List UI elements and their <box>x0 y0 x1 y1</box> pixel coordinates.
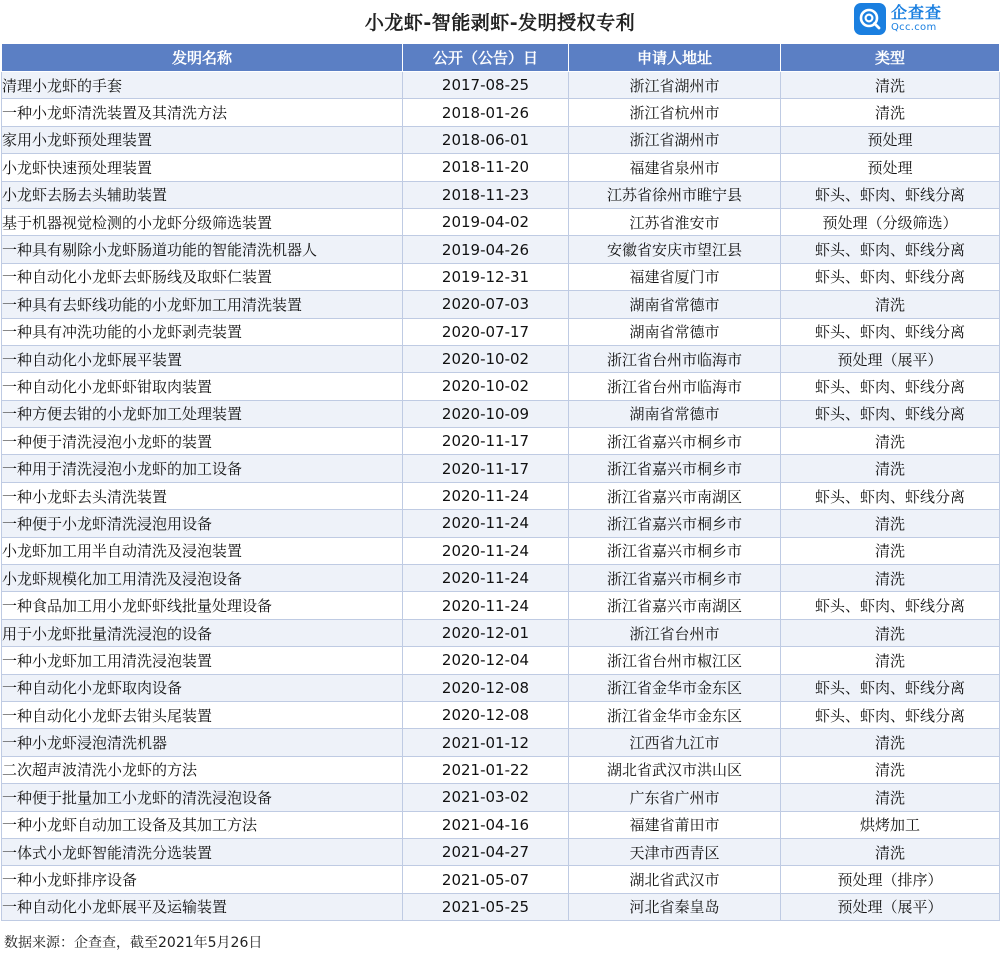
publication-date-cell: 2018-11-20 <box>403 154 569 181</box>
publication-date-cell: 2018-01-26 <box>403 99 569 126</box>
applicant-address-cell: 湖北省武汉市 <box>569 866 781 893</box>
publication-date-cell: 2020-12-04 <box>403 647 569 674</box>
table-row <box>2 729 1000 756</box>
applicant-address-cell: 浙江省台州市临海市 <box>569 345 781 372</box>
applicant-address-cell: 浙江省金华市金东区 <box>569 701 781 728</box>
applicant-address-cell: 福建省莆田市 <box>569 811 781 838</box>
type-cell: 清洗 <box>781 647 1000 674</box>
applicant-address-cell: 浙江省金华市金东区 <box>569 674 781 701</box>
type-cell: 预处理（展平） <box>781 893 1000 920</box>
publication-date-cell: 2021-04-16 <box>403 811 569 838</box>
applicant-address-cell: 湖北省武汉市洪山区 <box>569 756 781 783</box>
patent-name-cell: 一种自动化小龙虾展平装置 <box>2 345 403 372</box>
table-row <box>2 592 1000 619</box>
applicant-address-cell: 江苏省徐州市睢宁县 <box>569 181 781 208</box>
publication-date-cell: 2018-06-01 <box>403 126 569 153</box>
publication-date-cell: 2018-11-23 <box>403 181 569 208</box>
publication-date-cell: 2019-12-31 <box>403 263 569 290</box>
patent-name-cell: 小龙虾快速预处理装置 <box>2 154 403 181</box>
table-row <box>2 428 1000 455</box>
column-header-date: 公开（公告）日 <box>403 44 569 72</box>
table-row <box>2 784 1000 811</box>
logo-text <box>891 5 942 33</box>
qcc-logo <box>854 3 942 35</box>
table-row <box>2 510 1000 537</box>
table-row <box>2 811 1000 838</box>
table-row <box>2 756 1000 783</box>
table-row <box>2 838 1000 865</box>
patent-name-cell: 一种自动化小龙虾展平及运输装置 <box>2 893 403 920</box>
applicant-address-cell: 浙江省嘉兴市桐乡市 <box>569 510 781 537</box>
publication-date-cell: 2020-12-08 <box>403 701 569 728</box>
column-header-name: 发明名称 <box>2 44 403 72</box>
patent-name-cell: 小龙虾规模化加工用清洗及浸泡设备 <box>2 565 403 592</box>
applicant-address-cell: 浙江省嘉兴市桐乡市 <box>569 537 781 564</box>
qcc-logo-icon <box>854 3 886 35</box>
type-cell: 虾头、虾肉、虾线分离 <box>781 400 1000 427</box>
type-cell: 虾头、虾肉、虾线分离 <box>781 701 1000 728</box>
table-row <box>2 565 1000 592</box>
type-cell: 虾头、虾肉、虾线分离 <box>781 373 1000 400</box>
table-row <box>2 647 1000 674</box>
publication-date-cell: 2020-12-01 <box>403 619 569 646</box>
applicant-address-cell: 河北省秦皇岛 <box>569 893 781 920</box>
type-cell: 虾头、虾肉、虾线分离 <box>781 318 1000 345</box>
table-row <box>2 701 1000 728</box>
table-row <box>2 181 1000 208</box>
applicant-address-cell: 福建省厦门市 <box>569 263 781 290</box>
table-row <box>2 154 1000 181</box>
type-cell: 清洗 <box>781 784 1000 811</box>
publication-date-cell: 2020-11-24 <box>403 510 569 537</box>
applicant-address-cell: 浙江省嘉兴市南湖区 <box>569 592 781 619</box>
table-row <box>2 72 1000 99</box>
patent-name-cell: 一种食品加工用小龙虾虾线批量处理设备 <box>2 592 403 619</box>
patent-name-cell: 一种自动化小龙虾去虾肠线及取虾仁装置 <box>2 263 403 290</box>
table-row <box>2 318 1000 345</box>
type-cell: 清洗 <box>781 72 1000 99</box>
applicant-address-cell: 湖南省常德市 <box>569 400 781 427</box>
table-row <box>2 455 1000 482</box>
table-row <box>2 263 1000 290</box>
patent-name-cell: 一种具有剔除小龙虾肠道功能的智能清洗机器人 <box>2 236 403 263</box>
table-row <box>2 345 1000 372</box>
publication-date-cell: 2021-05-25 <box>403 893 569 920</box>
table-header-row <box>2 44 1000 72</box>
applicant-address-cell: 江苏省淮安市 <box>569 208 781 235</box>
logo-domain: Qcc.com <box>890 22 937 33</box>
type-cell: 清洗 <box>781 565 1000 592</box>
applicant-address-cell: 天津市西青区 <box>569 838 781 865</box>
type-cell: 清洗 <box>781 756 1000 783</box>
table-row <box>2 208 1000 235</box>
patent-name-cell: 小龙虾去肠去头辅助装置 <box>2 181 403 208</box>
patent-name-cell: 一种自动化小龙虾去钳头尾装置 <box>2 701 403 728</box>
table-row <box>2 126 1000 153</box>
type-cell: 清洗 <box>781 729 1000 756</box>
patent-name-cell: 基于机器视觉检测的小龙虾分级筛选装置 <box>2 208 403 235</box>
publication-date-cell: 2020-11-17 <box>403 455 569 482</box>
table-row <box>2 400 1000 427</box>
table-row <box>2 373 1000 400</box>
patent-name-cell: 一种便于小龙虾清洗浸泡用设备 <box>2 510 403 537</box>
publication-date-cell: 2020-10-02 <box>403 345 569 372</box>
type-cell: 清洗 <box>781 619 1000 646</box>
patent-name-cell: 一种小龙虾去头清洗装置 <box>2 482 403 509</box>
applicant-address-cell: 浙江省嘉兴市南湖区 <box>569 482 781 509</box>
applicant-address-cell: 江西省九江市 <box>569 729 781 756</box>
publication-date-cell: 2020-07-17 <box>403 318 569 345</box>
patent-name-cell: 一种小龙虾自动加工设备及其加工方法 <box>2 811 403 838</box>
applicant-address-cell: 浙江省台州市临海市 <box>569 373 781 400</box>
publication-date-cell: 2019-04-26 <box>403 236 569 263</box>
publication-date-cell: 2021-03-02 <box>403 784 569 811</box>
patent-name-cell: 一种小龙虾清洗装置及其清洗方法 <box>2 99 403 126</box>
publication-date-cell: 2020-11-24 <box>403 482 569 509</box>
patent-name-cell: 一种具有冲洗功能的小龙虾剥壳装置 <box>2 318 403 345</box>
patent-name-cell: 家用小龙虾预处理装置 <box>2 126 403 153</box>
applicant-address-cell: 浙江省嘉兴市桐乡市 <box>569 565 781 592</box>
type-cell: 清洗 <box>781 428 1000 455</box>
type-cell: 预处理（展平） <box>781 345 1000 372</box>
publication-date-cell: 2021-04-27 <box>403 838 569 865</box>
table-row <box>2 291 1000 318</box>
publication-date-cell: 2020-11-24 <box>403 537 569 564</box>
patent-name-cell: 一种便于批量加工小龙虾的清洗浸泡设备 <box>2 784 403 811</box>
publication-date-cell: 2020-11-24 <box>403 592 569 619</box>
patent-name-cell: 一种方便去钳的小龙虾加工处理装置 <box>2 400 403 427</box>
type-cell: 预处理 <box>781 126 1000 153</box>
type-cell: 烘烤加工 <box>781 811 1000 838</box>
applicant-address-cell: 湖南省常德市 <box>569 318 781 345</box>
patent-name-cell: 一种具有去虾线功能的小龙虾加工用清洗装置 <box>2 291 403 318</box>
applicant-address-cell: 浙江省台州市椒江区 <box>569 647 781 674</box>
patent-name-cell: 用于小龙虾批量清洗浸泡的设备 <box>2 619 403 646</box>
applicant-address-cell: 湖南省常德市 <box>569 291 781 318</box>
table-row <box>2 99 1000 126</box>
patent-table <box>1 43 1000 921</box>
column-header-address: 申请人地址 <box>569 44 781 72</box>
patent-name-cell: 二次超声波清洗小龙虾的方法 <box>2 756 403 783</box>
patent-name-cell: 一种小龙虾排序设备 <box>2 866 403 893</box>
patent-name-cell: 小龙虾加工用半自动清洗及浸泡装置 <box>2 537 403 564</box>
type-cell: 虾头、虾肉、虾线分离 <box>781 236 1000 263</box>
table-body <box>2 72 1000 921</box>
logo-name: 企查查 <box>890 3 942 22</box>
applicant-address-cell: 广东省广州市 <box>569 784 781 811</box>
publication-date-cell: 2021-01-22 <box>403 756 569 783</box>
applicant-address-cell: 安徽省安庆市望江县 <box>569 236 781 263</box>
type-cell: 虾头、虾肉、虾线分离 <box>781 482 1000 509</box>
column-header-type: 类型 <box>781 44 1000 72</box>
type-cell: 清洗 <box>781 455 1000 482</box>
publication-date-cell: 2020-10-02 <box>403 373 569 400</box>
table-row <box>2 893 1000 920</box>
header <box>0 0 1000 43</box>
table-row <box>2 482 1000 509</box>
patent-name-cell: 一种便于清洗浸泡小龙虾的装置 <box>2 428 403 455</box>
type-cell: 清洗 <box>781 537 1000 564</box>
publication-date-cell: 2021-01-12 <box>403 729 569 756</box>
patent-name-cell: 一种小龙虾加工用清洗浸泡装置 <box>2 647 403 674</box>
publication-date-cell: 2020-11-17 <box>403 428 569 455</box>
patent-name-cell: 一种小龙虾浸泡清洗机器 <box>2 729 403 756</box>
publication-date-cell: 2021-05-07 <box>403 866 569 893</box>
patent-name-cell: 清理小龙虾的手套 <box>2 72 403 99</box>
type-cell: 虾头、虾肉、虾线分离 <box>781 263 1000 290</box>
type-cell: 预处理 <box>781 154 1000 181</box>
data-source-note: 数据来源：企查查，截至2021年5月26日 <box>4 935 263 951</box>
publication-date-cell: 2017-08-25 <box>403 72 569 99</box>
table-row <box>2 619 1000 646</box>
type-cell: 清洗 <box>781 291 1000 318</box>
patent-name-cell: 一种用于清洗浸泡小龙虾的加工设备 <box>2 455 403 482</box>
applicant-address-cell: 浙江省杭州市 <box>569 99 781 126</box>
table-row <box>2 236 1000 263</box>
table-row <box>2 674 1000 701</box>
type-cell: 清洗 <box>781 838 1000 865</box>
publication-date-cell: 2020-12-08 <box>403 674 569 701</box>
table-row <box>2 537 1000 564</box>
applicant-address-cell: 浙江省湖州市 <box>569 126 781 153</box>
publication-date-cell: 2019-04-02 <box>403 208 569 235</box>
type-cell: 清洗 <box>781 99 1000 126</box>
applicant-address-cell: 浙江省嘉兴市桐乡市 <box>569 455 781 482</box>
type-cell: 清洗 <box>781 510 1000 537</box>
patent-name-cell: 一种自动化小龙虾虾钳取肉装置 <box>2 373 403 400</box>
publication-date-cell: 2020-07-03 <box>403 291 569 318</box>
type-cell: 预处理（分级筛选） <box>781 208 1000 235</box>
applicant-address-cell: 浙江省台州市 <box>569 619 781 646</box>
patent-name-cell: 一种自动化小龙虾取肉设备 <box>2 674 403 701</box>
applicant-address-cell: 福建省泉州市 <box>569 154 781 181</box>
publication-date-cell: 2020-11-24 <box>403 565 569 592</box>
page-title: 小龙虾-智能剥虾-发明授权专利 <box>364 12 636 34</box>
applicant-address-cell: 浙江省嘉兴市桐乡市 <box>569 428 781 455</box>
type-cell: 虾头、虾肉、虾线分离 <box>781 674 1000 701</box>
table-row <box>2 866 1000 893</box>
type-cell: 虾头、虾肉、虾线分离 <box>781 181 1000 208</box>
applicant-address-cell: 浙江省湖州市 <box>569 72 781 99</box>
patent-name-cell: 一体式小龙虾智能清洗分选装置 <box>2 838 403 865</box>
type-cell: 预处理（排序） <box>781 866 1000 893</box>
type-cell: 虾头、虾肉、虾线分离 <box>781 592 1000 619</box>
publication-date-cell: 2020-10-09 <box>403 400 569 427</box>
